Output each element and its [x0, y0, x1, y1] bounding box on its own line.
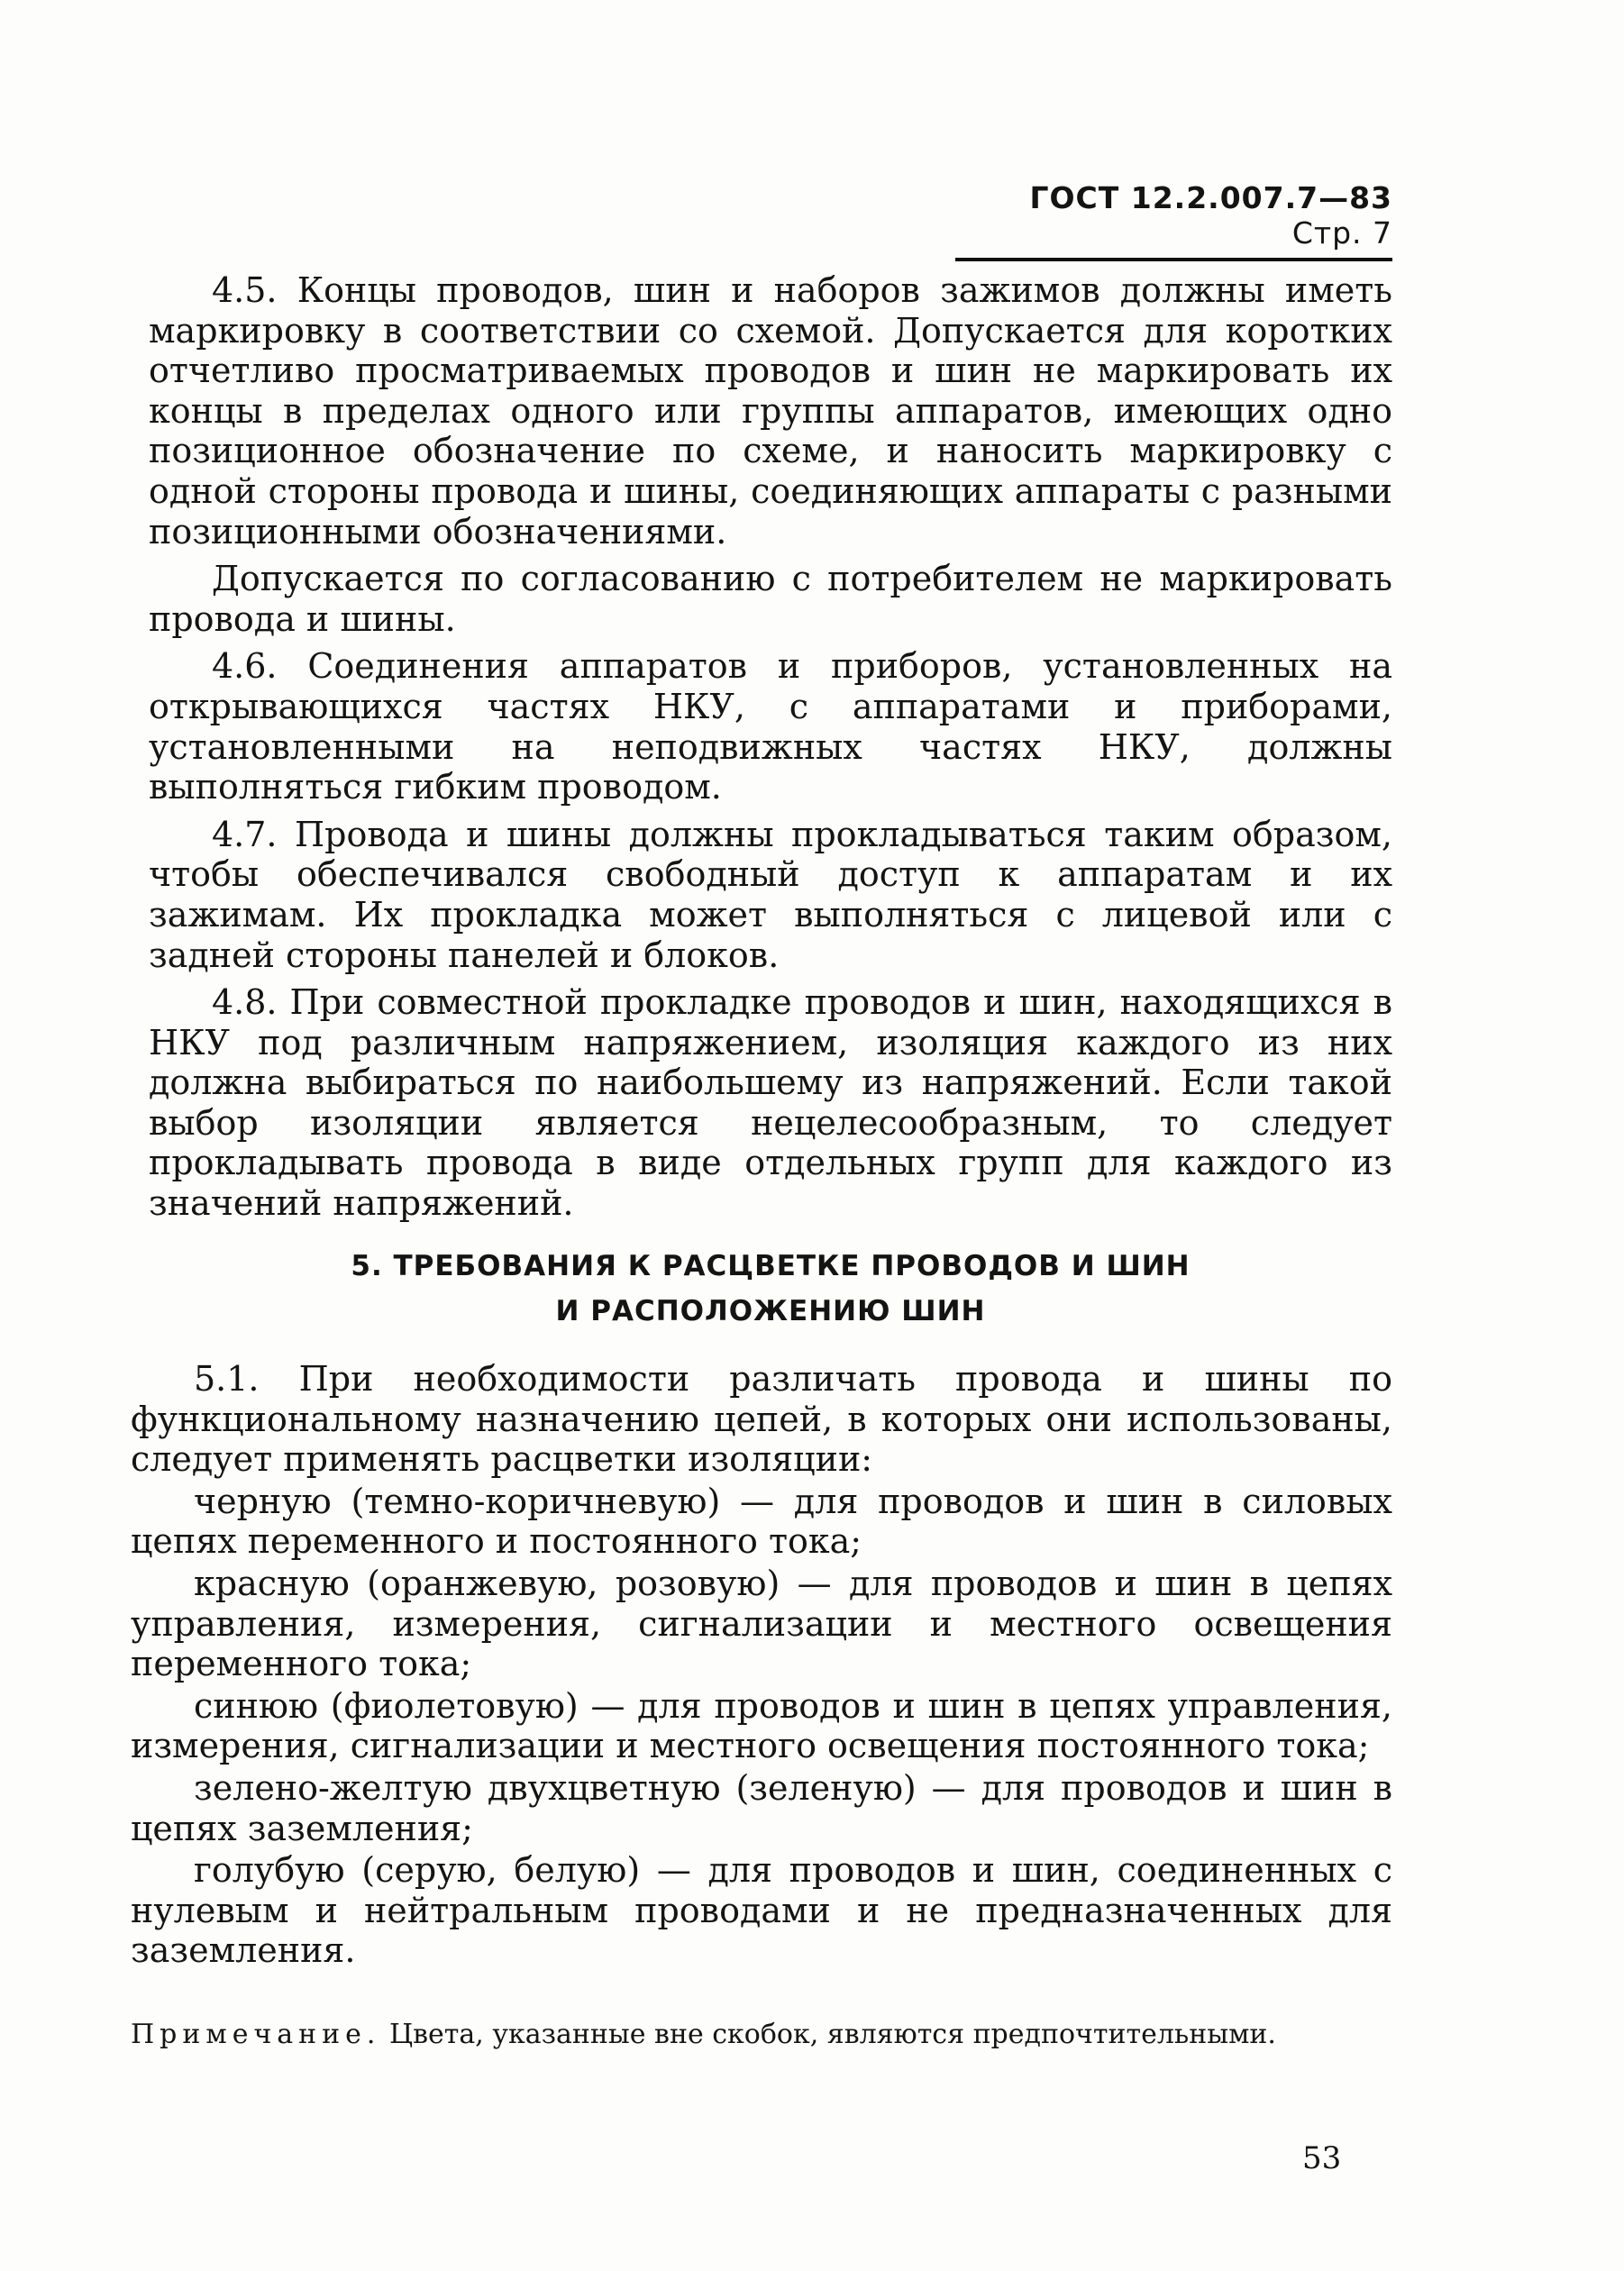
color-light-blue-item: голубую (серую, белую) — для проводов и шин, соединенных с нулевым и нейтральным проводами и не предназначенных для заземления. [131, 1850, 1392, 1971]
standard-number: ГОСТ 12.2.007.7—83 [1029, 180, 1392, 215]
note-label: Примечание. [131, 2019, 381, 2050]
paragraph-4-5-note: Допускается по согласованию с потребителем не маркировать провода и шины. [149, 559, 1392, 639]
paragraph-4-7: 4.7. Провода и шины должны прокладываться таким образом, чтобы обеспечивался свободный доступ к аппаратам и их зажимам. Их прокладка может выполняться с лицевой или с задней стороны панелей и блоков. [149, 814, 1392, 975]
section-title-line-1: 5. ТРЕБОВАНИЯ К РАСЦВЕТКЕ ПРОВОДОВ И ШИН [351, 1250, 1191, 1282]
page-label: Стр. 7 [1291, 215, 1392, 251]
paragraph-5-1: 5.1. При необходимости различать провода и шины по функциональному назначению цепей, в которых они использованы, следует применять расцветки изоляции: [131, 1359, 1392, 1480]
section-4-body [149, 270, 1392, 1224]
color-red-item: красную (оранжевую, розовую) — для проводов и шин в цепях управления, измерения, сигнализации и местного освещения переменного тока; [131, 1563, 1392, 1684]
section-5-title [149, 1244, 1392, 1334]
paragraph-4-5: 4.5. Концы проводов, шин и наборов зажимов должны иметь маркировку в соответствии со схемой. Допускается для коротких отчетливо просматриваемых проводов и шин не маркировать их концы в пределах одного или группы аппаратов, имеющих одно позиционное обозначение по схеме, и наносить маркировку с одной стороны провода и шины, соединяющих аппараты с разными позиционными обозначениями. [149, 270, 1392, 552]
color-green-yellow-item: зелено-желтую двухцветную (зеленую) — для проводов и шин в цепях заземления; [131, 1767, 1392, 1848]
paragraph-4-8: 4.8. При совместной прокладке проводов и шин, находящихся в НКУ под различным напряжением, изоляция каждого из них должна выбираться по наибольшему из напряжений. Если такой выбор изоляции является нецелесообразным, то следует прокладывать провода в виде отдельных групп для каждого из значений напряжений. [149, 982, 1392, 1224]
note-text: Цвета, указанные вне скобок, являются предпочтительными. [389, 2019, 1276, 2050]
note [131, 2019, 1392, 2051]
paragraph-4-6: 4.6. Соединения аппаратов и приборов, установленных на открывающихся частях НКУ, с аппаратами и приборами, установленными на неподвижных частях НКУ, должны выполняться гибким проводом. [149, 646, 1392, 807]
section-title-line-2: И РАСПОЛОЖЕНИЮ ШИН [555, 1295, 986, 1327]
color-black-item: черную (темно-коричневую) — для проводов и шин в силовых цепях переменного и постоянного тока; [131, 1481, 1392, 1562]
page-header [955, 180, 1392, 261]
color-blue-item: синюю (фиолетовую) — для проводов и шин в цепях управления, измерения, сигнализации и местного освещения постоянного тока; [131, 1685, 1392, 1766]
page-number: 53 [1302, 2140, 1342, 2176]
section-5-body [131, 1359, 1392, 1971]
